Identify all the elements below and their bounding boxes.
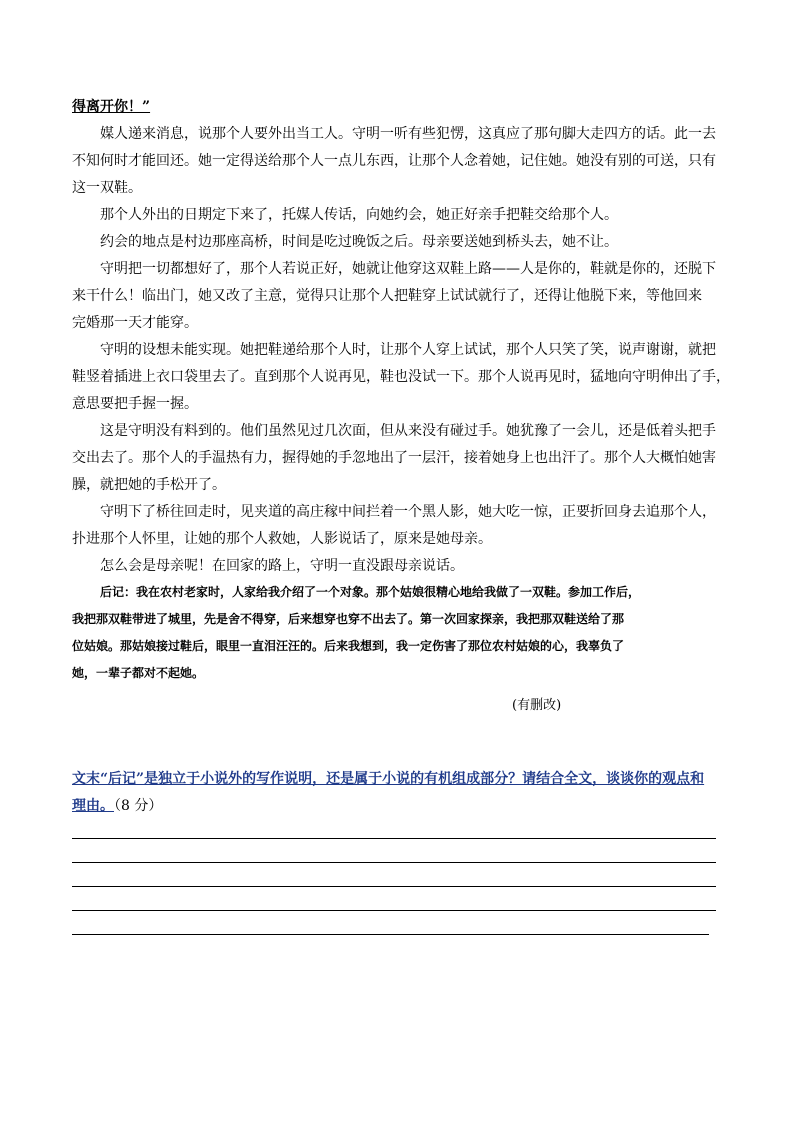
passage-line-1: 得离开你！” <box>72 99 151 115</box>
passage-line-14: 交出去了。那个人的手温热有力，握得她的手忽地出了一层汗，接着她身上也出汗了。那个人大概怕她害 <box>72 450 716 466</box>
answer-line-1[interactable] <box>72 838 716 839</box>
passage-line-2: 媒人递来消息，说那个人要外出当工人。守明一听有些犯愣，这真应了那句脚大走四方的话。此一去 <box>100 126 716 142</box>
afterword-line-4: 她，一辈子都对不起她。 <box>72 666 205 680</box>
answer-line-5[interactable] <box>72 934 709 935</box>
passage-line-12: 意思要把手握一握。 <box>72 396 198 412</box>
afterword-line-2: 我把那双鞋带进了城里，先是舍不得穿，后来想穿也穿不出去了。第一次回家探亲，我把那双鞋送给了那 <box>72 612 625 626</box>
passage-line-8: 来干什么！临出门，她又改了主意，觉得只让那个人把鞋穿上试试就行了，还得让他脱下来，等他回来 <box>72 288 702 304</box>
source-note: (有删改) <box>512 698 562 713</box>
passage-line-15: 臊，就把她的手松开了。 <box>72 477 226 493</box>
passage-line-9: 完婚那一天才能穿。 <box>72 315 198 331</box>
passage-line-6: 约会的地点是村边那座高桥，时间是吃过晚饭之后。母亲要送她到桥头去，她不让。 <box>100 234 618 250</box>
answer-line-2[interactable] <box>72 862 716 863</box>
passage-line-16: 守明下了桥往回走时，见夹道的高庄稼中间拦着一个黑人影，她大吃一惊，正要折回身去追那个人， <box>100 504 716 520</box>
passage-line-10: 守明的设想未能实现。她把鞋递给那个人时，让那个人穿上试试，那个人只笑了笑，说声谢谢，就把 <box>100 342 716 358</box>
passage-line-4: 这一双鞋。 <box>72 180 142 196</box>
passage-line-7: 守明把一切都想好了，那个人若说正好，她就让他穿这双鞋上路——人是你的，鞋就是你的，还脱下 <box>100 261 716 277</box>
question-line-1: 文末“后记”是独立于小说外的写作说明，还是属于小说的有机组成部分？请结合全文，谈谈你的观点和 <box>72 771 705 787</box>
passage-line-5: 那个人外出的日期定下来了，托媒人传话，向她约会，她正好亲手把鞋交给那个人。 <box>100 207 618 223</box>
question-text-2: 理由。 <box>72 798 114 814</box>
passage-line-17: 扑进那个人怀里，让她的那个人救她，人影说话了，原来是她母亲。 <box>72 531 492 547</box>
passage-line-3: 不知何时才能回还。她一定得送给那个人一点儿东西，让那个人念着她，记住她。她没有别的可送，只有 <box>72 153 716 169</box>
afterword-line-3: 位姑娘。那姑娘接过鞋后，眼里一直泪汪汪的。后来我想到，我一定伤害了那位农村姑娘的心，我辜负了 <box>72 639 625 653</box>
afterword-line-1: 后记：我在农村老家时，人家给我介绍了一个对象。那个姑娘很精心地给我做了一双鞋。参加工作后， <box>100 585 641 599</box>
passage-line-18: 怎么会是母亲呢！在回家的路上，守明一直没跟母亲说话。 <box>100 558 464 574</box>
passage-line-11: 鞋竖着插进上衣口袋里去了。直到那个人说再见，鞋也没试一下。那个人说再见时，猛地向守明伸出了手， <box>72 369 730 385</box>
answer-line-4[interactable] <box>72 910 716 911</box>
passage-line-13: 这是守明没有料到的。他们虽然见过几次面，但从来没有碰过手。她犹豫了一会儿，还是低着头把手 <box>100 423 716 439</box>
question-score: （8 分） <box>114 798 163 814</box>
question-line-2 <box>72 797 162 815</box>
answer-line-3[interactable] <box>72 886 716 887</box>
